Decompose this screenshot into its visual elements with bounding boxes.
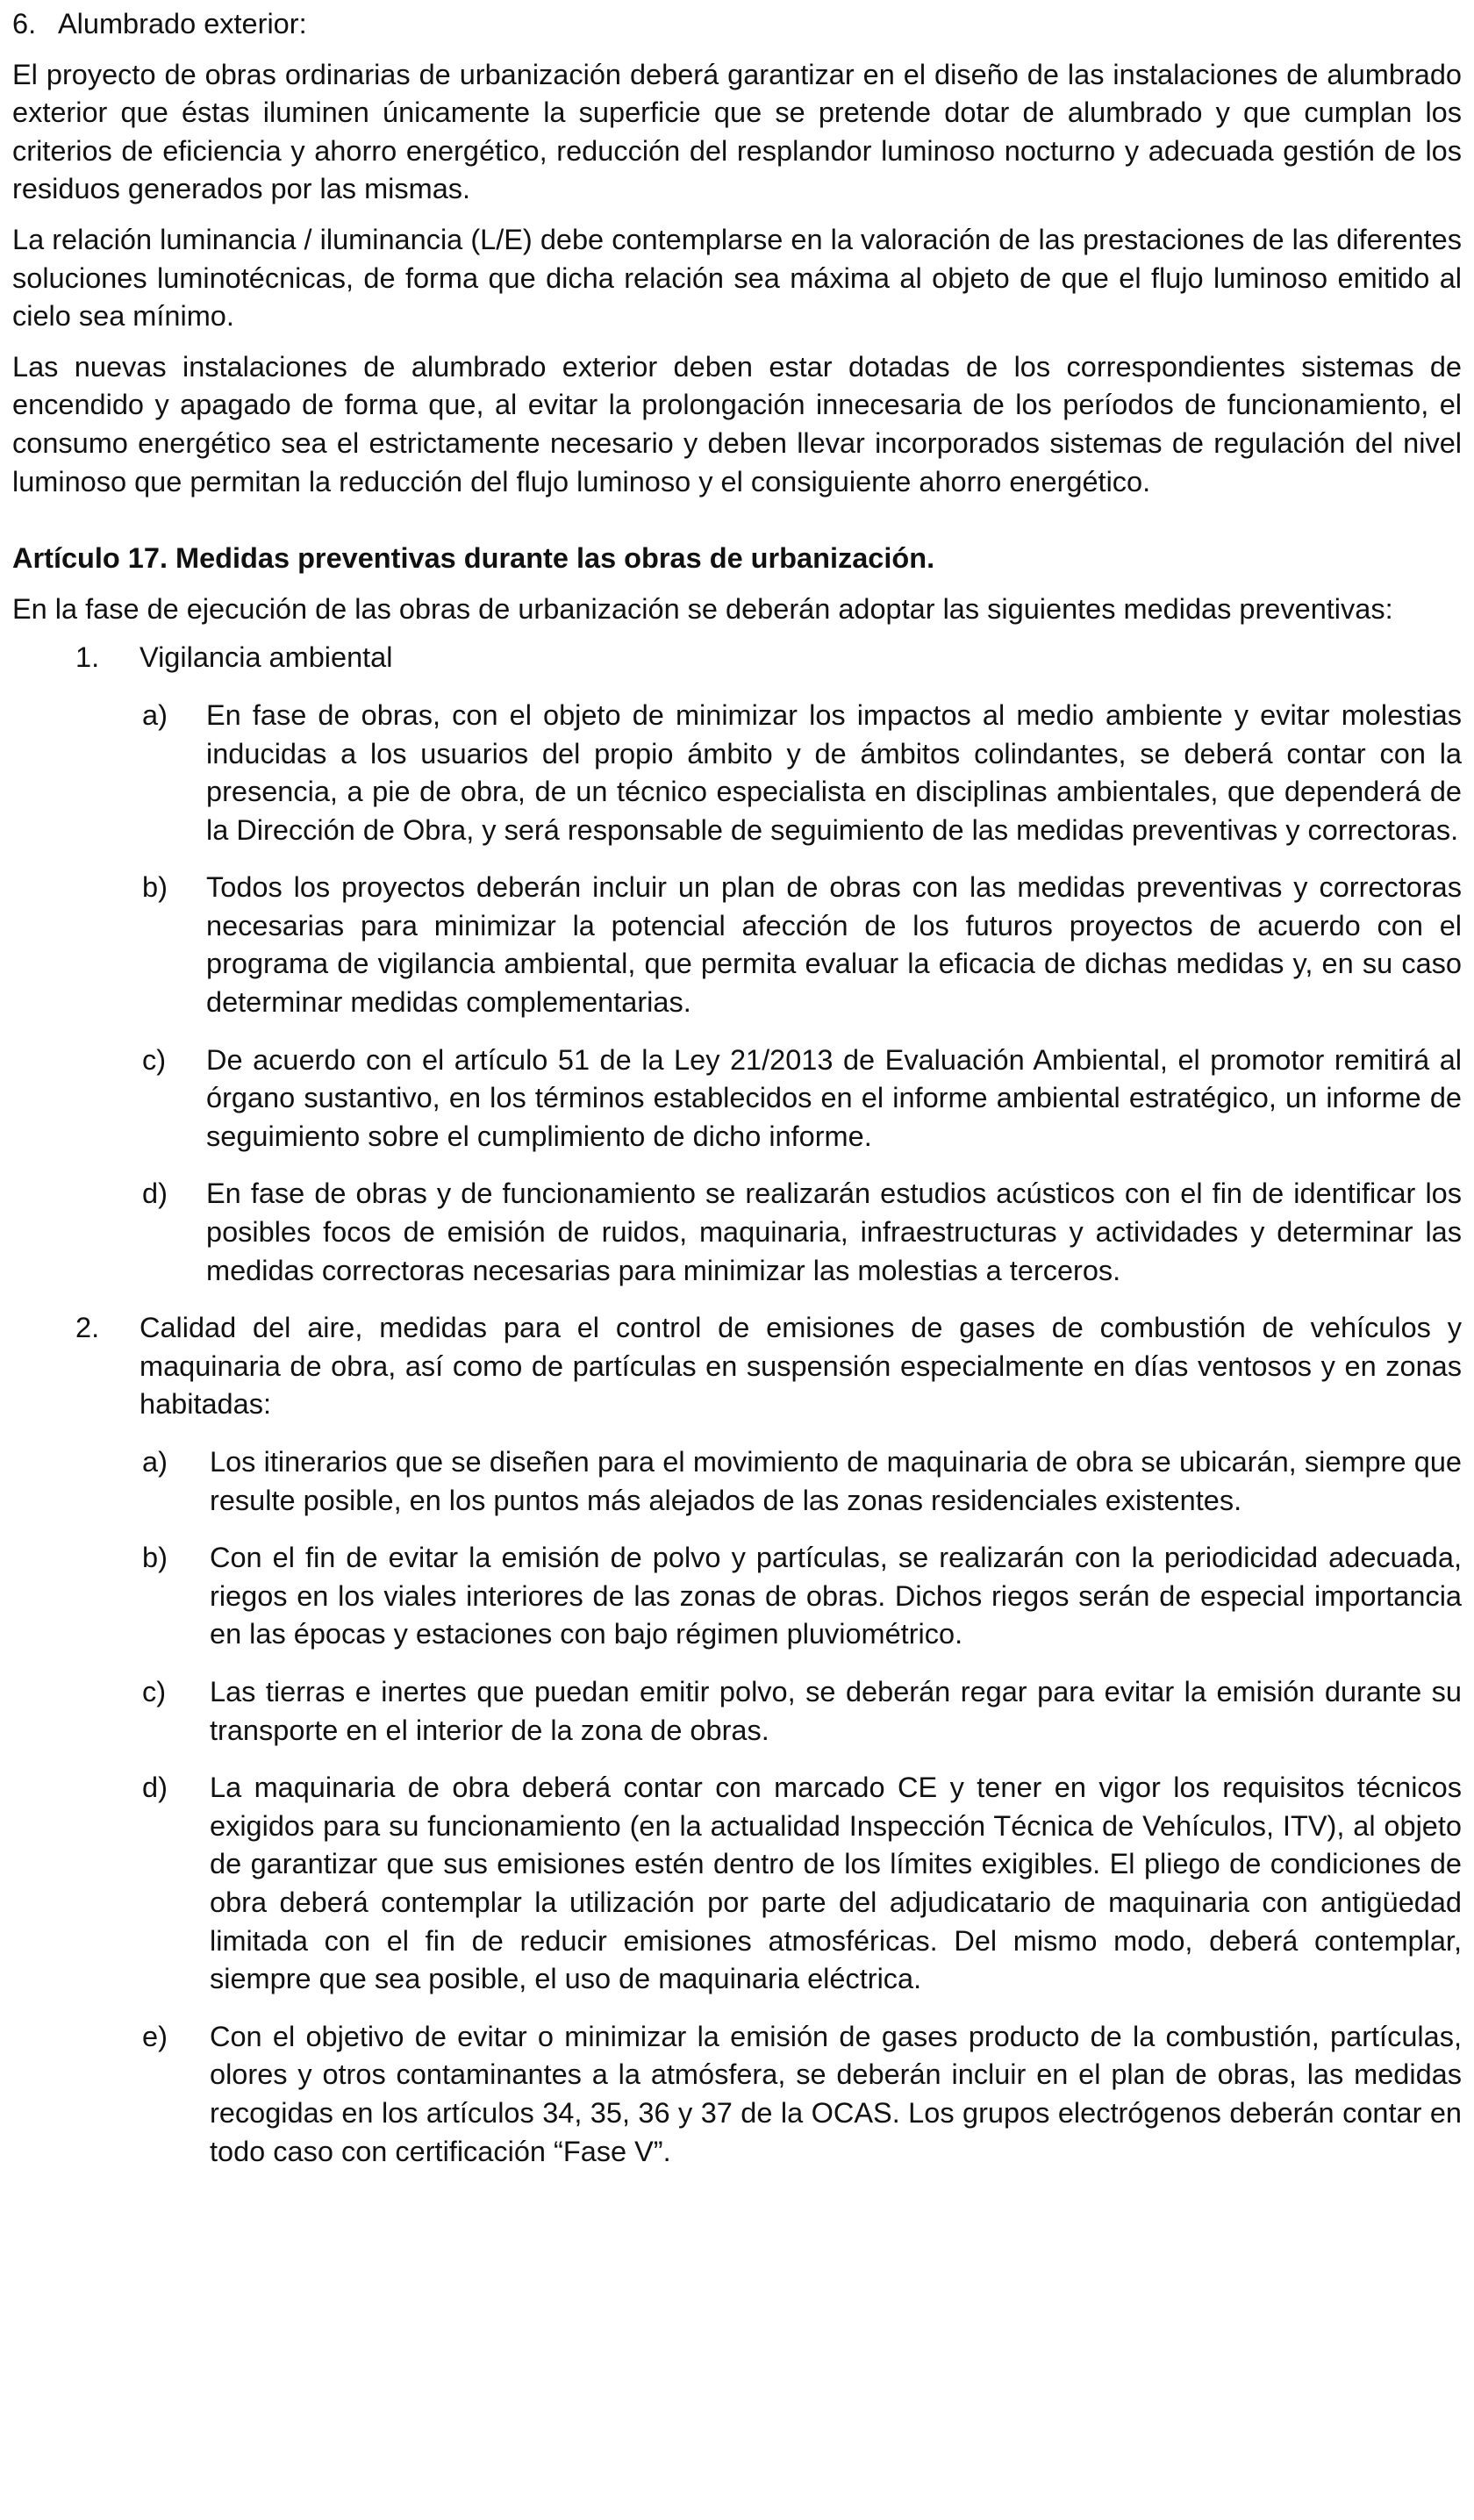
article-heading: Artículo 17. Medidas preventivas durante las obras de urbanización. (12, 542, 935, 575)
sub-item (12, 1539, 1462, 1654)
sub-item-marker: a) (142, 698, 168, 731)
sub-item (12, 1769, 1462, 1999)
sub-item (12, 1673, 1462, 1750)
list-item-title: Vigilancia ambiental (140, 641, 393, 674)
sub-item (12, 1175, 1462, 1290)
list-marker: 1. (75, 641, 100, 674)
sub-item-marker: c) (142, 1675, 167, 1707)
sub-item-marker: c) (142, 1043, 167, 1076)
sub-item-marker: d) (142, 1772, 168, 1804)
list-item (12, 639, 1462, 677)
sub-item-text: De acuerdo con el artículo 51 de la Ley 21/2013 de Evaluación Ambiental, el promotor remitirá al órgano sustantivo, en los términos establecidos en el informe ambiental estratégico, un informe de seguimiento sobre el cumplimiento de dicho informe. (206, 1043, 1462, 1152)
sub-item (12, 2018, 1462, 2171)
list-item (12, 1309, 1462, 1424)
article-intro: En la fase de ejecución de las obras de urbanización se deberán adoptar las siguientes medidas preventivas: (12, 592, 1393, 625)
sub-item-text: En fase de obras y de funcionamiento se realizarán estudios acústicos con el fin de identificar los posibles focos de emisión de ruidos, maquinaria, infraestructuras y actividades y determinar las medidas correctoras necesarias para minimizar las molestias a terceros. (206, 1178, 1462, 1286)
paragraph: El proyecto de obras ordinarias de urbanización deberá garantizar en el diseño de las instalaciones de alumbrado exterior que éstas iluminen únicamente la superficie que se pretende dotar de alumbrado y que cumplan los criterios de eficiencia y ahorro energético, reducción del resplandor luminoso nocturno y adecuada gestión de los residuos generados por las mismas. (12, 58, 1462, 205)
section-heading (12, 5, 1462, 44)
sub-item-marker: d) (142, 1178, 168, 1210)
paragraph: Las nuevas instalaciones de alumbrado exterior deben estar dotadas de los correspondientes sistemas de encendido y apagado de forma que, al evitar la prolongación innecesaria de los períodos de funcionamiento, el consumo energético sea el estrictamente necesario y deben llevar incorporados sistemas de regulación del nivel luminoso que permitan la reducción del flujo luminoso y el consiguiente ahorro energético. (12, 350, 1462, 498)
list-item-title: Calidad del aire, medidas para el control de emisiones de gases de combustión de vehículos y maquinaria de obra, así como de partículas en suspensión especialmente en días ventosos y en zonas habitadas: (140, 1312, 1462, 1421)
sub-item-text: En fase de obras, con el objeto de minimizar los impactos al medio ambiente y evitar molestias inducidas a los usuarios del propio ámbito y de ámbitos colindantes, se deberá contar con la presencia, a pie de obra, de un técnico especialista en disciplinas ambientales, que dependerá de la Dirección de Obra, y será responsable de seguimiento de las medidas preventivas y correctoras. (206, 698, 1462, 846)
list-marker: 2. (75, 1312, 100, 1344)
section-title: Alumbrado exterior: (58, 8, 307, 39)
measures-list (12, 639, 1462, 2171)
document-page (12, 5, 1462, 2171)
sub-item (12, 1042, 1462, 1156)
sub-item-marker: e) (142, 2020, 168, 2052)
sub-item-text: Las tierras e inertes que puedan emitir polvo, se deberán regar para evitar la emisión durante su transporte en el interior de la zona de obras. (210, 1675, 1462, 1746)
sub-item (12, 869, 1462, 1021)
sub-item-marker: b) (142, 1542, 168, 1574)
sub-item-marker: b) (142, 871, 168, 904)
sub-item-text: Los itinerarios que se diseñen para el movimiento de maquinaria de obra se ubicarán, siempre que resulte posible, en los puntos más alejados de las zonas residenciales existentes. (210, 1446, 1462, 1516)
sub-item (12, 1443, 1462, 1520)
sub-item-marker: a) (142, 1446, 168, 1478)
paragraph: La relación luminancia / iluminancia (L/E) debe contemplarse en la valoración de las prestaciones de las diferentes soluciones luminotécnicas, de forma que dicha relación sea máxima al objeto de que el flujo luminoso emitido al cielo sea mínimo. (12, 223, 1462, 333)
sub-item-text: Con el fin de evitar la emisión de polvo y partículas, se realizarán con la periodicidad adecuada, riegos en los viales interiores de las zonas de obras. Dichos riegos serán de especial importancia en las épocas y estaciones con bajo régimen pluviométrico. (210, 1542, 1462, 1650)
sub-item-text: La maquinaria de obra deberá contar con marcado CE y tener en vigor los requisitos técnicos exigidos para su funcionamiento (en la actualidad Inspección Técnica de Vehículos, ITV), al objeto de garantizar que sus emisiones estén dentro de los límites exigibles. El pliego de condiciones de obra deberá contemplar la utilización por parte del adjudicatario de maquinaria con antigüedad limitada con el fin de reducir emisiones atmosféricas. Del mismo modo, deberá contemplar, siempre que sea posible, el uso de maquinaria eléctrica. (210, 1772, 1462, 1995)
section-number: 6. (12, 8, 37, 39)
sub-item (12, 697, 1462, 849)
sub-item-text: Con el objetivo de evitar o minimizar la emisión de gases producto de la combustión, partículas, olores y otros contaminantes a la atmósfera, se deberán incluir en el plan de obras, las medidas recogidas en los artículos 34, 35, 36 y 37 de la OCAS. Los grupos electrógenos deberán contar en todo caso con certificación “Fase V”. (210, 2020, 1462, 2167)
sub-item-text: Todos los proyectos deberán incluir un plan de obras con las medidas preventivas y correctoras necesarias para minimizar la potencial afección de los futuros proyectos de acuerdo con el programa de vigilancia ambiental, que permita evaluar la eficacia de dichas medidas y, en su caso determinar medidas complementarias. (206, 871, 1462, 1019)
